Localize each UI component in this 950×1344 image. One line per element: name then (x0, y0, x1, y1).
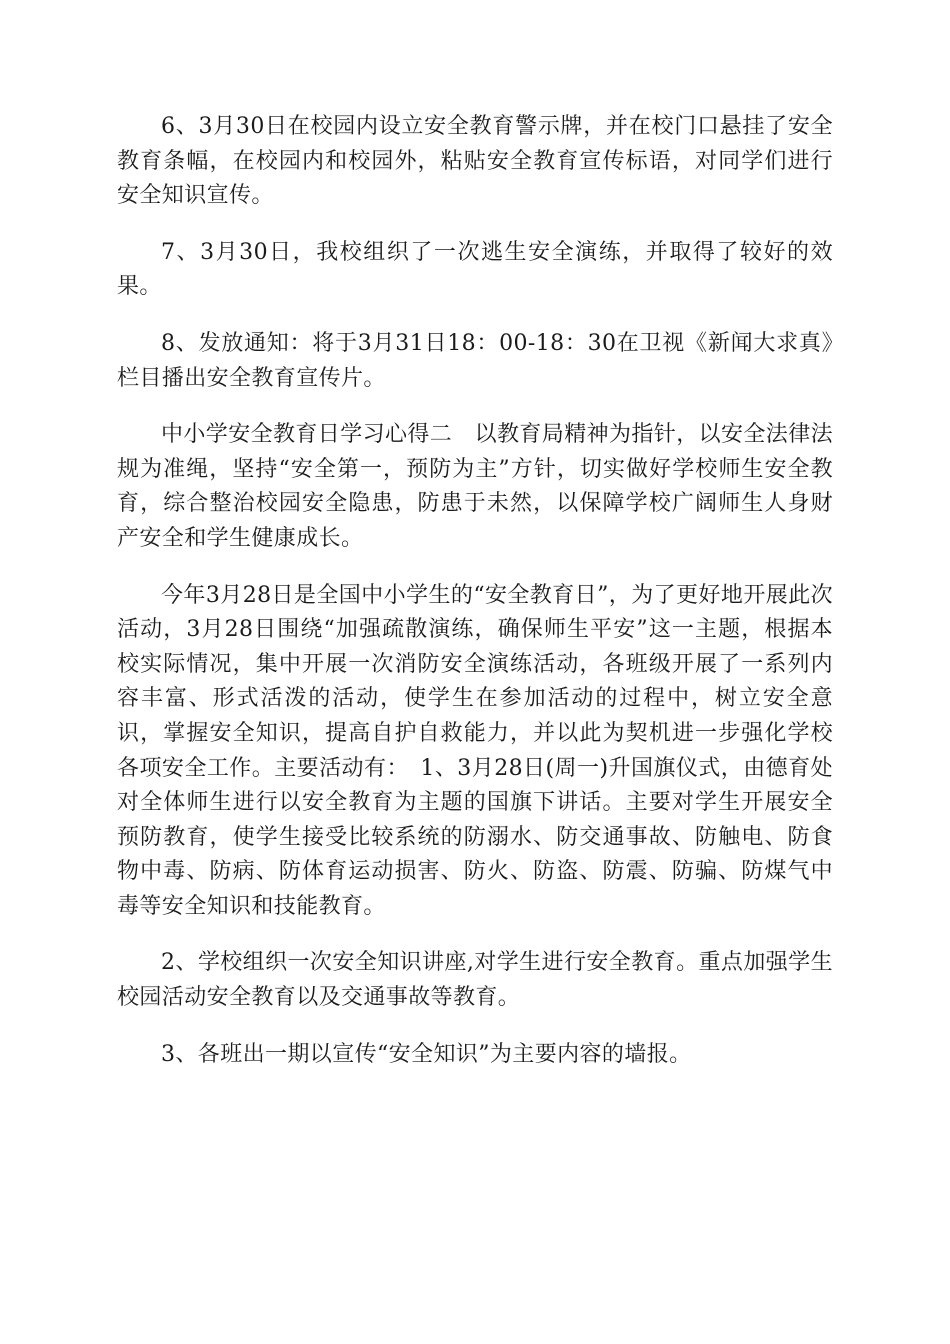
paragraph-item-6: 6、3月30日在校园内设立安全教育警示牌，并在校门口悬挂了安全教育条幅，在校园内和校园外，粘贴安全教育宣传标语，对同学们进行安全知识宣传。 (117, 114, 833, 209)
paragraph-item-8: 8、发放通知：将于3月31日18：00-18：30在卫视《新闻大求真》栏目播出安全教育宣传片。 (117, 330, 833, 391)
document-body (117, 110, 833, 1094)
paragraph-activity-3: 3、各班出一期以宣传“安全知识”为主要内容的墙报。 (161, 1041, 692, 1067)
paragraph-activity-overview: 今年3月28日是全国中小学生的“安全教育日”，为了更好地开展此次活动，3月28日围绕“加强疏散演练，确保师生平安”这一主题，根据本校实际情况，集中开展一次消防安全演练活动，各班级开展了一系列内容丰富、形式活泼的活动，使学生在参加活动的过程中，树立安全意识，掌握安全知识，提高自护自救能力，并以此为契机进一步强化学校各项安全工作。主要活动有： 1、3月28日(周一)升国旗仪式，由德育处对全体师生进行以安全教育为主题的国旗下讲话。主要对学生开展安全预防教育，使学生接受比较系统的防溺水、防交通事故、防触电、防食物中毒、防病、防体育运动损害、防火、防盗、防震、防骗、防煤气中毒等安全知识和技能教育。 (117, 582, 833, 919)
paragraph-activity-2: 2、学校组织一次安全知识讲座,对学生进行安全教育。重点加强学生校园活动安全教育以及交通事故等教育。 (117, 950, 833, 1011)
paragraph-item-7: 7、3月30日，我校组织了一次逃生安全演练，并取得了较好的效果。 (117, 239, 833, 300)
paragraph-section-two-intro: 中小学安全教育日学习心得二 以教育局精神为指针，以安全法律法规为准绳，坚持“安全第一，预防为主”方针，切实做好学校师生安全教育，综合整治校园安全隐患，防患于未然，以保障学校广阔师生人身财产安全和学生健康成长。 (117, 422, 834, 551)
